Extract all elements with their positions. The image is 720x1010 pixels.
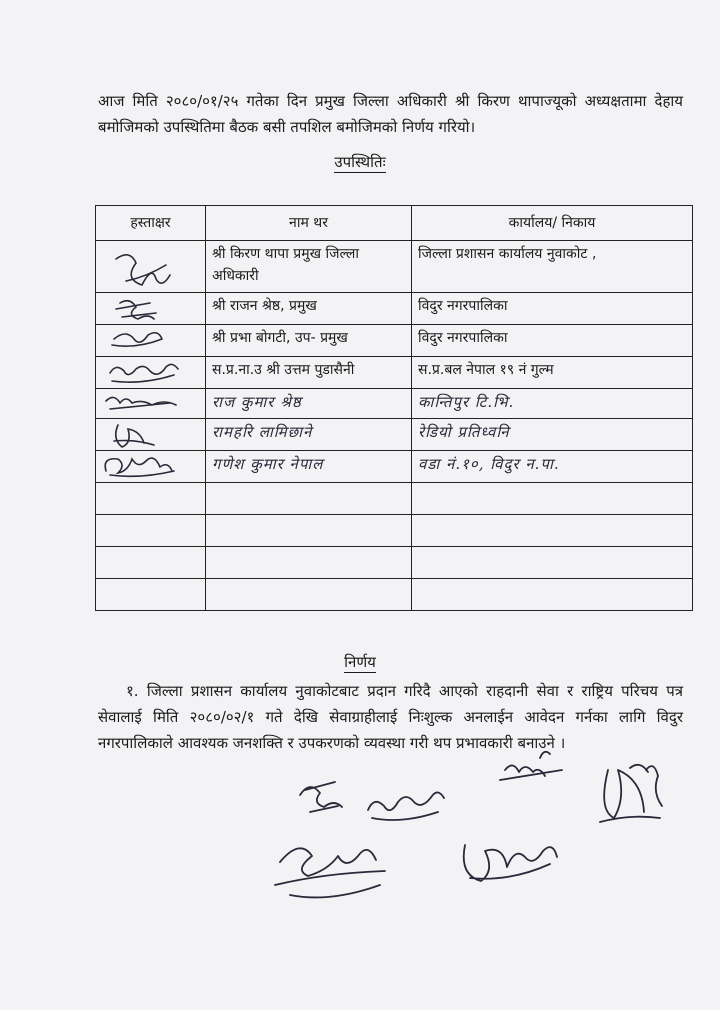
attendance-table-body	[96, 241, 693, 611]
signature-mark	[500, 752, 562, 780]
signature-cell	[96, 579, 206, 611]
signature-mark	[96, 389, 206, 419]
office-cell: स.प्र.बल नेपाल १९ नं गुल्म	[412, 357, 693, 389]
name-cell	[206, 579, 412, 611]
header-signature: हस्ताक्षर	[96, 206, 206, 241]
signature-mark	[464, 845, 557, 881]
office-cell: कान्तिपुर टि.भि.	[412, 389, 693, 419]
signature-cell	[96, 293, 206, 325]
header-name: नाम थर	[206, 206, 412, 241]
signature-mark	[368, 792, 444, 820]
office-cell: विदुर नगरपालिका	[412, 293, 693, 325]
bottom-signatures	[0, 740, 720, 940]
decision-heading	[0, 652, 720, 672]
signature-mark	[300, 782, 342, 812]
header-office: कार्यालय/ निकाय	[412, 206, 693, 241]
name-cell: श्री किरण थापा प्रमुख जिल्ला अधिकारी	[206, 241, 412, 293]
table-row	[96, 579, 693, 611]
intro-paragraph	[98, 88, 683, 140]
table-row	[96, 293, 693, 325]
attendance-table	[95, 205, 693, 611]
signature-cell	[96, 325, 206, 357]
name-cell	[206, 547, 412, 579]
name-cell: श्री प्रभा बोगटी, उप- प्रमुख	[206, 325, 412, 357]
table-row	[96, 389, 693, 419]
name-cell: राज कुमार श्रेष्ठ	[206, 389, 412, 419]
signature-mark	[96, 451, 206, 483]
signature-mark	[600, 765, 662, 822]
intro-text: आज मिति २०८०/०१/२५ गतेका दिन प्रमुख जिल्ला अधिकारी श्री किरण थापाज्यूको अध्यक्षतामा देहाय बमोजिमको उपस्थितिमा बैठक बसी तपशिल बमोजिमको निर्णय गरियो।	[98, 92, 683, 136]
signature-mark	[96, 325, 206, 357]
signature-mark	[96, 241, 206, 293]
signature-mark	[96, 293, 206, 325]
signature-cell	[96, 515, 206, 547]
name-cell	[206, 483, 412, 515]
name-cell: श्री राजन श्रेष्ठ, प्रमुख	[206, 293, 412, 325]
name-cell: स.प्र.ना.उ श्री उत्तम पुडासैनी	[206, 357, 412, 389]
table-row	[96, 241, 693, 293]
table-row	[96, 325, 693, 357]
signature-cell	[96, 547, 206, 579]
table-row	[96, 419, 693, 451]
office-cell	[412, 579, 693, 611]
signature-cell	[96, 483, 206, 515]
signature-mark	[275, 848, 385, 897]
signature-mark	[96, 357, 206, 389]
attendance-heading-text: उपस्थितिः	[334, 153, 386, 171]
office-cell: वडा नं.१०, विदुर न.पा.	[412, 451, 693, 483]
signature-cell	[96, 241, 206, 293]
signature-cell	[96, 451, 206, 483]
office-cell: रेडियो प्रतिध्वनि	[412, 419, 693, 451]
attendance-heading	[0, 152, 720, 172]
office-cell	[412, 483, 693, 515]
table-row	[96, 547, 693, 579]
name-cell: रामहरि लामिछाने	[206, 419, 412, 451]
name-cell	[206, 515, 412, 547]
office-cell	[412, 515, 693, 547]
decision-text: १. जिल्ला प्रशासन कार्यालय नुवाकोटबाट प्रदान गरिदै आएको राहदानी सेवा र राष्ट्रिय परिचय पत्र सेवालाई मिति २०८०/०२/१ गते देखि सेवाग्राहीलाई निःशुल्क अनलाईन आवेदन गर्नका लागि विदुर नगरपालिकाले आवश्यक जनशक्ति र उपकरणको व्यवस्था गरी थप प्रभावकारी बनाउने ।	[98, 682, 683, 752]
signature-cell	[96, 419, 206, 451]
signature-cell	[96, 389, 206, 419]
table-row	[96, 357, 693, 389]
signature-cell	[96, 357, 206, 389]
office-cell: विदुर नगरपालिका	[412, 325, 693, 357]
table-row	[96, 451, 693, 483]
table-row	[96, 515, 693, 547]
table-header-row	[96, 206, 693, 241]
office-cell	[412, 547, 693, 579]
office-cell: जिल्ला प्रशासन कार्यालय नुवाकोट ,	[412, 241, 693, 293]
name-cell: गणेश कुमार नेपाल	[206, 451, 412, 483]
table-row	[96, 483, 693, 515]
signature-mark	[96, 419, 206, 451]
decision-heading-text: निर्णय	[344, 653, 376, 671]
